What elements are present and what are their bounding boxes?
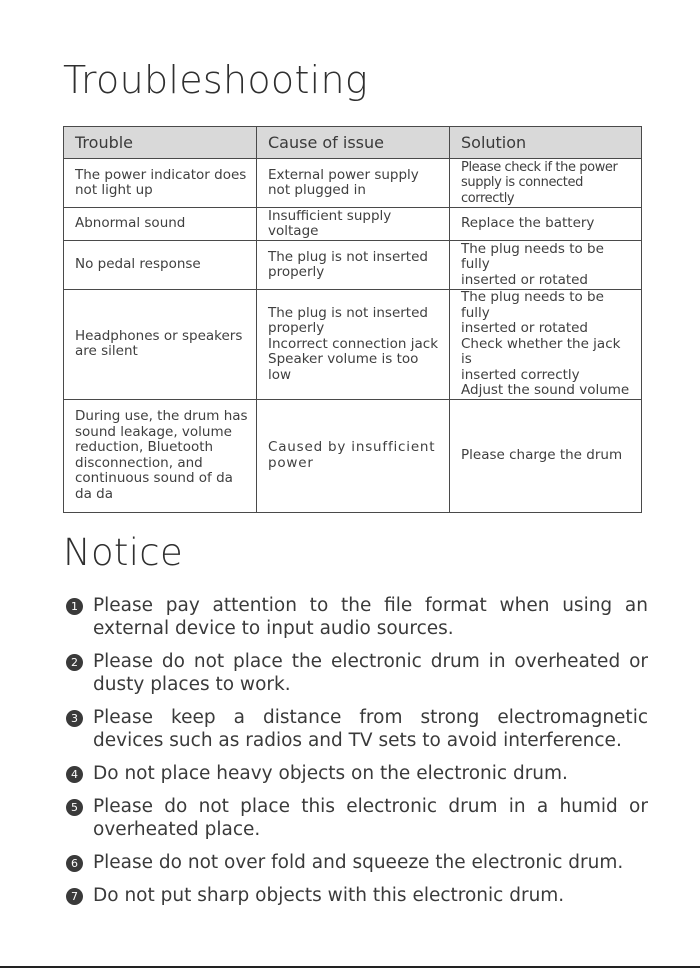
list-item xyxy=(66,795,648,841)
trouble-cell: During use, the drum has sound leakage, volume reduction, Bluetooth disconnection, and continuous sound of da da da xyxy=(64,399,257,512)
solution-cell: The plug needs to be fully inserted or rotated Check whether the jack is inserted correctly Adjust the sound volume xyxy=(450,290,642,400)
cause-cell: The plug is not inserted properly Incorrect connection jack Speaker volume is too low xyxy=(257,290,450,400)
notice-text: Do not put sharp objects with this electronic drum. xyxy=(93,885,565,906)
table-row xyxy=(64,159,642,208)
footer-divider xyxy=(0,966,700,968)
troubleshooting-title: Troubleshooting xyxy=(63,58,369,102)
header-cause: Cause of issue xyxy=(257,127,450,159)
solution-cell: Please charge the drum xyxy=(450,399,642,512)
list-item xyxy=(66,762,648,785)
notice-text: Please do not place this electronic drum in a humid or overheated place. xyxy=(93,796,648,840)
list-item xyxy=(66,650,648,696)
number-4-icon: 4 xyxy=(66,766,83,783)
number-7-icon: 7 xyxy=(66,888,83,905)
notice-text: Please do not place the electronic drum in overheated or dusty places to work. xyxy=(93,651,648,695)
solution-cell: Please check if the power supply is connected correctly xyxy=(450,159,642,208)
solution-cell: The plug needs to be fully inserted or rotated xyxy=(450,241,642,290)
number-3-icon: 3 xyxy=(66,710,83,727)
notice-text: Please keep a distance from strong electromagnetic devices such as radios and TV sets to avoid interference. xyxy=(93,707,648,751)
notice-text: Do not place heavy objects on the electronic drum. xyxy=(93,763,568,784)
notice-text: Please pay attention to the file format when using an external device to input audio sources. xyxy=(93,595,648,639)
trouble-cell: Abnormal sound xyxy=(64,208,257,241)
number-1-icon: 1 xyxy=(66,598,83,615)
list-item xyxy=(66,594,648,640)
list-item xyxy=(66,884,648,907)
header-trouble: Trouble xyxy=(64,127,257,159)
number-6-icon: 6 xyxy=(66,855,83,872)
table-header-row xyxy=(64,127,642,159)
number-2-icon: 2 xyxy=(66,654,83,671)
number-5-icon: 5 xyxy=(66,799,83,816)
notice-title: Notice xyxy=(63,531,184,574)
notice-list xyxy=(66,594,648,917)
table-row xyxy=(64,399,642,512)
trouble-cell: No pedal response xyxy=(64,241,257,290)
list-item xyxy=(66,851,648,874)
header-solution: Solution xyxy=(450,127,642,159)
table-row xyxy=(64,290,642,400)
cause-cell: Insufficient supply voltage xyxy=(257,208,450,241)
list-item xyxy=(66,706,648,752)
notice-text: Please do not over fold and squeeze the electronic drum. xyxy=(93,852,624,873)
cause-cell: External power supply not plugged in xyxy=(257,159,450,208)
solution-cell: Replace the battery xyxy=(450,208,642,241)
troubleshooting-table xyxy=(63,126,642,513)
table-row xyxy=(64,241,642,290)
trouble-cell: The power indicator does not light up xyxy=(64,159,257,208)
cause-cell: The plug is not inserted properly xyxy=(257,241,450,290)
trouble-cell: Headphones or speakers are silent xyxy=(64,290,257,400)
table-row xyxy=(64,208,642,241)
cause-cell: Caused by insufficient power xyxy=(257,399,450,512)
